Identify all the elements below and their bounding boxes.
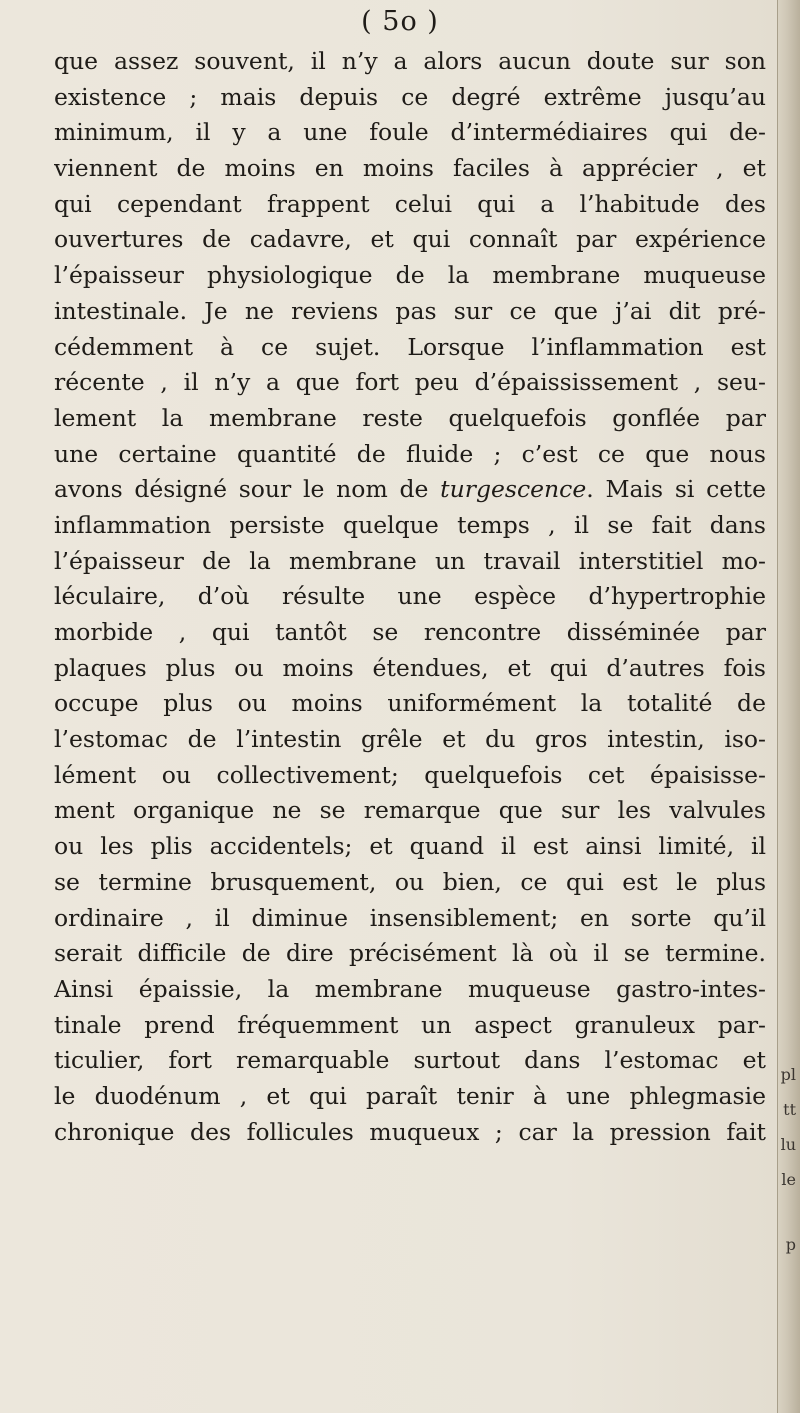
text-line: l’estomac de l’intestin grêle et du gros intestin, iso- [54, 725, 766, 754]
text-line: ordinaire , il diminue insensiblement; en sorte qu’il [54, 903, 766, 932]
text-line: récente , il n’y a que fort peu d’épaississement , seu- [54, 368, 766, 397]
text-line: morbide , qui tantôt se rencontre disséminée par [54, 618, 766, 646]
text-line: tinale prend fréquemment un aspect granuleux par- [54, 1010, 766, 1039]
text-line: l’épaisseur physiologique de la membrane muqueuse [54, 261, 766, 290]
bleed-text: pl [780, 1065, 796, 1084]
text-line: se termine brusquement, ou bien, ce qui est le plus [54, 867, 766, 896]
text-line: viennent de moins en moins faciles à apprécier , et [54, 154, 766, 183]
text-line: inflammation persiste quelque temps , il se fait dans [54, 510, 766, 539]
text-line: ment organique ne se remarque que sur les valvules [54, 796, 766, 825]
text-line-with-italic [54, 472, 766, 508]
text-line: ouvertures de cadavre, et qui connaît par expérience [54, 225, 766, 254]
text-line: l’épaisseur de la membrane un travail interstitiel mo- [54, 546, 766, 575]
facing-page-edge [777, 0, 800, 1413]
text-segment: avons désigné sour le nom de [54, 475, 441, 504]
italic-term: turgescence [440, 475, 587, 504]
text-line: serait difficile de dire précisément là où il se termine. [54, 939, 766, 968]
bleed-text: tt [783, 1100, 796, 1119]
text-line: cédemment à ce sujet. Lorsque l’inflammation est [54, 332, 766, 361]
text-line: une certaine quantité de fluide ; c’est ce que nous [54, 439, 766, 468]
text-line: lément ou collectivement; quelquefois cet épaisisse- [54, 760, 766, 789]
text-line: ou les plis accidentels; et quand il est ainsi limité, il [54, 832, 766, 861]
page-number: ( 5o ) [361, 6, 439, 37]
text-line: existence ; mais depuis ce degré extrême jusqu’au [54, 82, 766, 111]
text-line: qui cependant frappent celui qui a l’habitude des [54, 189, 766, 218]
text-segment: . Mais si cette [586, 475, 766, 504]
text-line: occupe plus ou moins uniformément la totalité de [54, 689, 766, 718]
bleed-text: le [781, 1170, 796, 1189]
text-line: Ainsi épaissie, la membrane muqueuse gastro-intes- [54, 974, 766, 1003]
bleed-text: lu [780, 1135, 796, 1154]
text-line: ticulier, fort remarquable surtout dans l’estomac et [54, 1046, 766, 1075]
text-line: que assez souvent, il n’y a alors aucun doute sur son [54, 47, 766, 75]
text-line: le duodénum , et qui paraît tenir à une phlegmasie [54, 1081, 766, 1110]
text-line: léculaire, d’où résulte une espèce d’hypertrophie [54, 582, 766, 611]
text-line: plaques plus ou moins étendues, et qui d’autres fois [54, 653, 766, 682]
text-line: chronique des follicules muqueux ; car la pression fait [54, 1117, 766, 1146]
body-text [54, 44, 766, 1150]
bleed-text: p [785, 1235, 796, 1254]
text-line: minimum, il y a une foule d’intermédiaires qui de- [54, 118, 766, 147]
text-line: intestinale. Je ne reviens pas sur ce que j’ai dit pré- [54, 296, 766, 325]
text-line: lement la membrane reste quelquefois gonflée par [54, 403, 766, 432]
